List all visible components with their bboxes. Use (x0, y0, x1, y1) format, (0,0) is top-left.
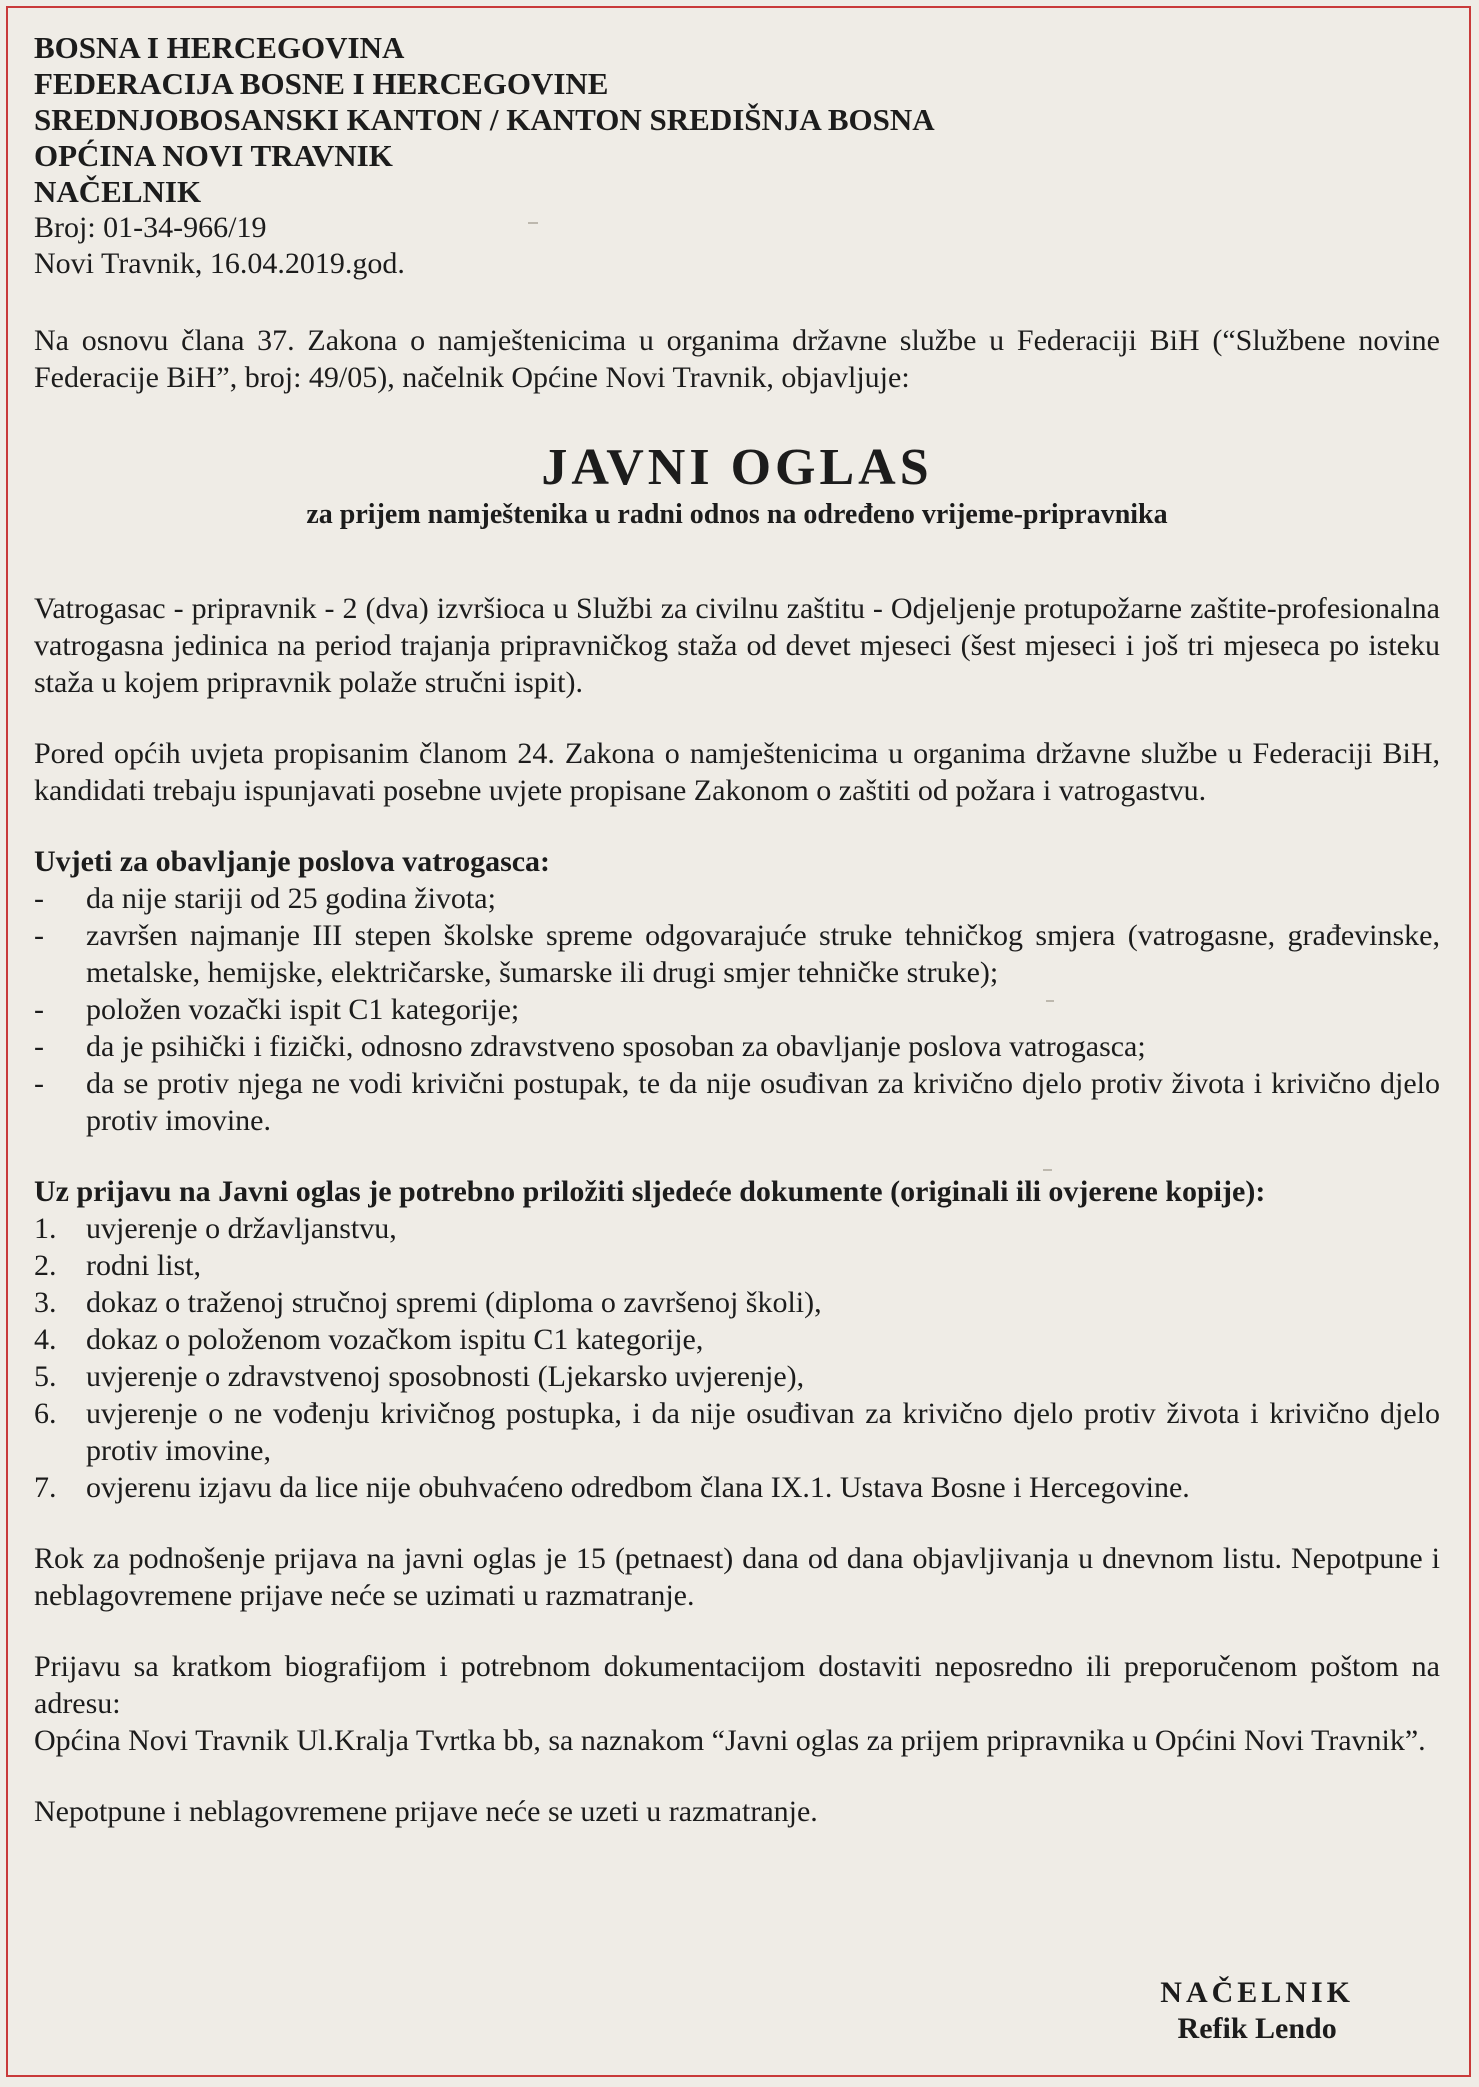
signature-block (1160, 1975, 1354, 2047)
item-number: 2. (34, 1249, 57, 1282)
conditions-list (34, 880, 1440, 1139)
notice-subtitle: za prijem namještenika u radni odnos na određeno vrijeme-pripravnika (306, 499, 1168, 530)
dash-marker: - (34, 882, 44, 915)
list-item: 4. dokaz o položenom vozačkom ispitu C1 kategorije, (34, 1323, 704, 1356)
item-number: 7. (34, 1471, 57, 1504)
notice-title-block (34, 438, 1440, 532)
item-number: 6. (34, 1397, 57, 1430)
header-line-country: BOSNA I HERCEGOVINA (34, 30, 405, 65)
general-conditions-paragraph: Pored općih uvjeta propisanim članom 24. Zakona o namještenicima u organima državne službe u Federaciji BiH, kandidati trebaju ispunjavati posebne uvjete propisane Zakonom o zaštiti od požara i vatrogastvu. (34, 737, 1440, 807)
item-number: 5. (34, 1360, 57, 1393)
list-item: - da nije stariji od 25 godina života; (34, 882, 496, 915)
item-number: 4. (34, 1323, 57, 1356)
header-line-federation: FEDERACIJA BOSNE I HERCEGOVINE (34, 66, 609, 101)
print-speck (1046, 1000, 1054, 1002)
list-item: 3. dokaz o traženoj stručnoj spremi (diploma o završenoj školi), (34, 1286, 822, 1319)
conditions-heading: Uvjeti za obavljanje poslova vatrogasca: (34, 845, 551, 878)
dash-marker: - (34, 919, 44, 952)
list-item: - da je psihički i fizički, odnosno zdravstveno sposoban za obavljanje poslova vatrogasca; (34, 1030, 1146, 1063)
header-line-canton: SREDNJOBOSANSKI KANTON / KANTON SREDIŠNJA BOSNA (34, 102, 935, 137)
notice-title: JAVNI OGLAS (541, 439, 933, 496)
list-item: - da se protiv njega ne vodi krivični postupak, te da nije osuđivan za krivično djelo protiv života i krivično djelo protiv imovine. (34, 1067, 1440, 1137)
place-and-date: Novi Travnik, 16.04.2019.god. (34, 247, 405, 280)
documents-list (34, 1210, 1440, 1506)
notice-content (34, 30, 1440, 1830)
list-item: - završen najmanje III stepen školske spreme odgovarajuće struke tehničkog smjera (vatrogasne, građevinske, metalske, hemijske, električarske, šumarske ili drugi smjer tehničke struke); (34, 919, 1440, 989)
list-item: 5. uvjerenje o zdravstvenoj sposobnosti (Ljekarsko uvjerenje), (34, 1360, 805, 1393)
list-item: 1. uvjerenje o državljanstvu, (34, 1212, 397, 1245)
deadline-paragraph: Rok za podnošenje prijava na javni oglas je 15 (petnaest) dana od dana objavljivanja u dnevnom listu. Nepotpune i neblagovremene prijave neće se uzimati u razmatranje. (34, 1542, 1440, 1612)
item-number: 3. (34, 1286, 57, 1319)
dash-marker: - (34, 1030, 44, 1063)
issuer-header (34, 30, 1440, 210)
header-line-office: NAČELNIK (34, 174, 202, 209)
submission-paragraph: Prijavu sa kratkom biografijom i potrebnom dokumentacijom dostaviti neposredno ili preporučenom poštom na adresu: (34, 1650, 1440, 1720)
signature-role: NAČELNIK (1160, 1976, 1354, 2009)
intro-paragraph: Na osnovu člana 37. Zakona o namještenicima u organima državne službe u Federaciji BiH (“Službene novine Federacije BiH”, broj: 49/05), načelnik Općine Novi Travnik, objavljuje: (34, 324, 1440, 394)
header-line-municipality: OPĆINA NOVI TRAVNIK (34, 138, 393, 173)
list-item: - položen vozački ispit C1 kategorije; (34, 993, 520, 1026)
print-speck (1043, 1169, 1052, 1171)
dash-marker: - (34, 1067, 44, 1100)
signature-name: Refik Lendo (1177, 2012, 1337, 2045)
item-number: 1. (34, 1212, 57, 1245)
print-speck (528, 222, 538, 224)
list-item: 7. ovjerenu izjavu da lice nije obuhvaćeno odredbom člana IX.1. Ustava Bosne i Hercegovine. (34, 1471, 1190, 1504)
list-item: 6. uvjerenje o ne vođenju krivičnog postupka, i da nije osuđivan za krivično djelo protiv života i krivično djelo protiv imovine, (34, 1397, 1440, 1467)
list-item: 2. rodni list, (34, 1249, 202, 1282)
documents-heading: Uz prijavu na Javni oglas je potrebno priložiti sljedeće dokumente (originali ili ovjerene kopije): (34, 1175, 1266, 1208)
address-paragraph: Općina Novi Travnik Ul.Kralja Tvrtka bb, sa naznakom “Javni oglas za prijem pripravnika u Općini Novi Travnik”. (34, 1724, 1426, 1757)
dash-marker: - (34, 993, 44, 1026)
position-paragraph: Vatrogasac - pripravnik - 2 (dva) izvršioca u Službi za civilnu zaštitu - Odjeljenje protupožarne zaštite-profesionalna vatrogasna jedinica na period trajanja pripravničkog staža od devet mjeseci (šest mjeseci i još tri mjeseca po isteku staža u kojem pripravnik polaže stručni ispit). (34, 592, 1440, 699)
document-number: Broj: 01-34-966/19 (34, 211, 267, 244)
closing-paragraph: Nepotpune i neblagovremene prijave neće se uzeti u razmatranje. (34, 1795, 818, 1828)
